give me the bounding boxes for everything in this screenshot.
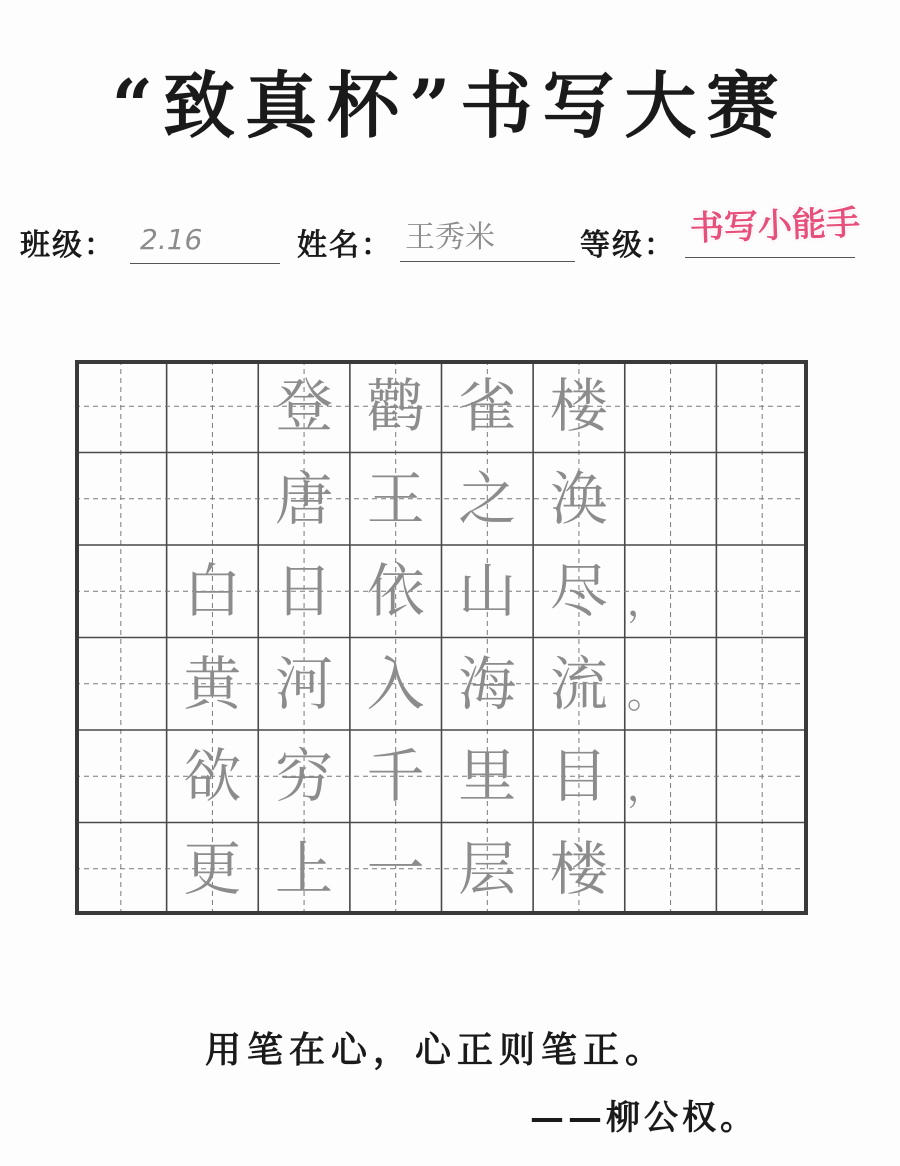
- grid-cell: 王: [366, 464, 425, 533]
- grid-cell: 穷: [275, 742, 334, 811]
- grid-cell: [716, 545, 808, 638]
- grid-cell: [75, 638, 167, 731]
- grid-cell: 尽: [549, 557, 608, 626]
- grid-cell-punctuation: ，: [626, 578, 667, 625]
- grid-cell: 楼: [549, 372, 608, 441]
- grid-cell: 海: [458, 649, 517, 718]
- class-underline: [130, 263, 280, 264]
- grid-cell: [716, 823, 808, 916]
- grid-cell: [716, 453, 808, 546]
- grid-cell: 千: [366, 742, 425, 811]
- grid-cell: 日: [275, 557, 334, 626]
- grid-cell: [75, 360, 167, 453]
- grade-underline: [685, 257, 855, 258]
- grid-cell: [625, 360, 717, 453]
- grid-cell: 更: [183, 834, 242, 903]
- grid-cell: 欲: [183, 742, 242, 811]
- grid-cell: [167, 360, 259, 453]
- grid-cell: [716, 360, 808, 453]
- class-value: 2.16: [140, 223, 203, 256]
- name-underline: [400, 261, 575, 262]
- grid-cell: 目: [549, 742, 608, 811]
- grid-cell: 入: [366, 649, 425, 718]
- name-value: 王秀米: [405, 220, 495, 255]
- grid-cell: 山: [458, 557, 517, 626]
- grid-cell: 雀: [458, 372, 517, 441]
- grid-cell-punctuation: 。: [626, 671, 667, 717]
- grid-cell: [75, 545, 167, 638]
- grade-stamp: 书写小能手: [689, 203, 861, 249]
- grid-cell: 流: [549, 649, 608, 718]
- grid-cell: [716, 638, 808, 731]
- grid-cell: 登: [275, 372, 334, 441]
- grid-cell: 鹳: [366, 372, 425, 441]
- grade-label: 等级：: [580, 228, 676, 263]
- grid-cell: 唐: [275, 464, 334, 533]
- grid-cell-punctuation: ，: [626, 763, 667, 810]
- grid-cell: 上: [275, 834, 334, 903]
- grid-cell: [75, 823, 167, 916]
- grid-cell: [716, 730, 808, 823]
- grid-cell: [75, 453, 167, 546]
- grid-cell: 黄: [183, 649, 242, 718]
- grid-cell: 里: [458, 742, 517, 811]
- grid-cell: [75, 730, 167, 823]
- grid-cell: 涣: [549, 464, 608, 533]
- grid-cell: 白: [183, 557, 242, 626]
- grid-cell: [167, 453, 259, 546]
- grid-cell: 河: [275, 649, 334, 718]
- name-label: 姓名：: [297, 228, 393, 263]
- class-label: 班级：: [20, 228, 116, 263]
- grid-cell: 层: [458, 834, 517, 903]
- grid-cell: [625, 823, 717, 916]
- writing-grid: [75, 360, 808, 915]
- quote-attribution: ——柳公权。: [530, 1098, 758, 1138]
- quote-text: 用笔在心，心正则笔正。: [205, 1029, 668, 1071]
- grid-cell: 依: [366, 557, 425, 626]
- grid-cell: 之: [458, 464, 517, 533]
- grid-cell: 楼: [549, 834, 608, 903]
- grid-cell: 一: [366, 834, 425, 903]
- grid-cells: [75, 360, 808, 915]
- page-title: “致真杯”书写大赛: [111, 63, 789, 148]
- grid-cell: [625, 453, 717, 546]
